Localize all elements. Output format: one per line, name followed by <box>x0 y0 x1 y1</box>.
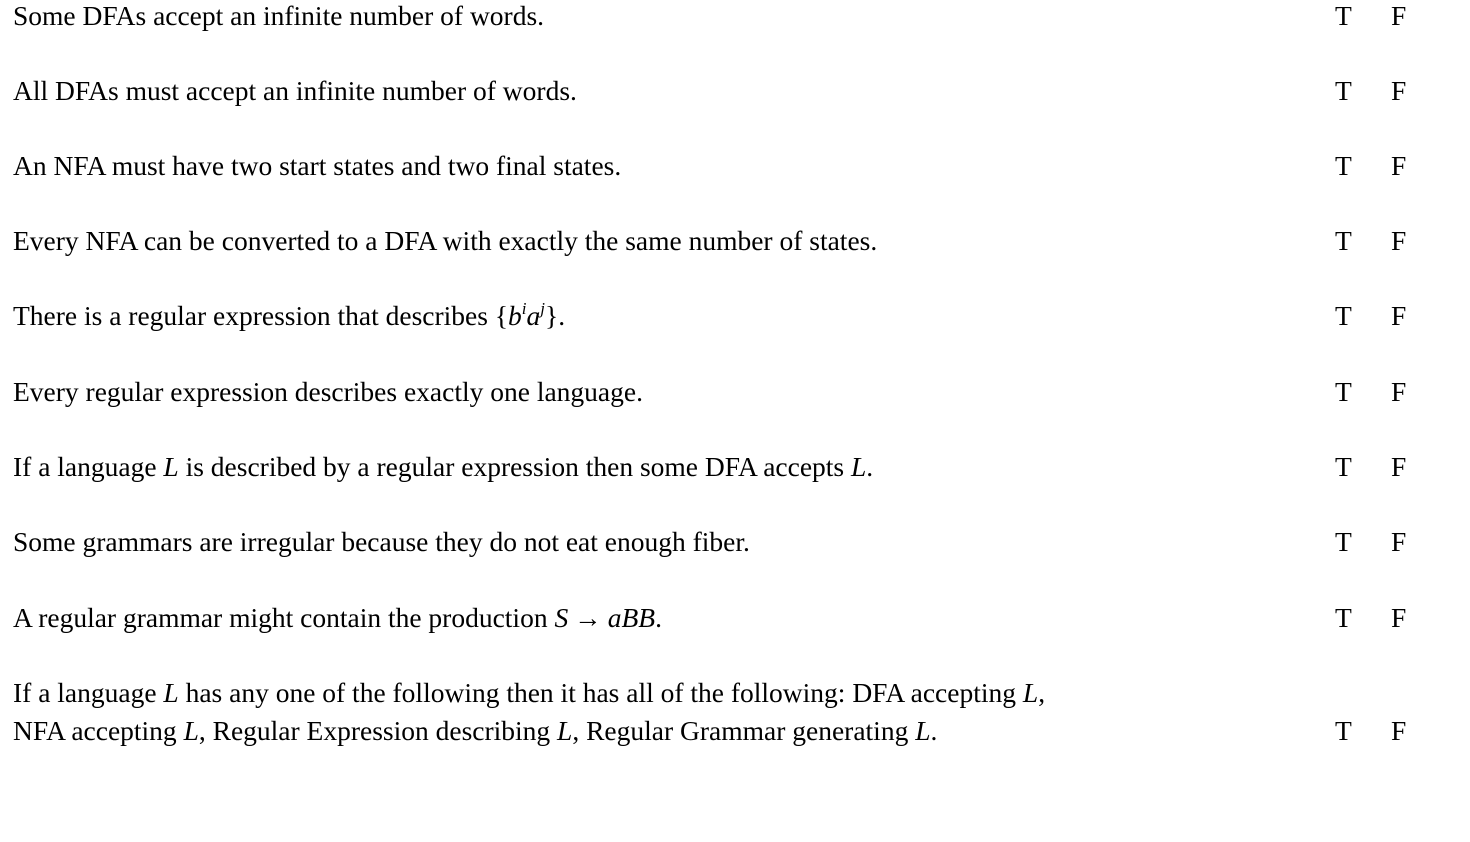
question-8-true-option[interactable]: T <box>1335 526 1352 557</box>
question-2-false-option[interactable]: F <box>1391 75 1407 106</box>
question-9-text <box>13 599 1273 637</box>
question-9-false-option[interactable]: F <box>1391 602 1407 633</box>
question-1-true-option[interactable]: T <box>1335 0 1352 31</box>
question-9-text-before: A regular grammar might contain the production <box>13 602 555 633</box>
question-9-true-option[interactable]: T <box>1335 602 1352 633</box>
question-6-false-option[interactable]: F <box>1391 376 1407 407</box>
question-3-false-option[interactable]: F <box>1391 150 1407 181</box>
question-1-text: Some DFAs accept an infinite number of words. <box>13 0 545 31</box>
question-10-false-option[interactable]: F <box>1391 715 1407 746</box>
question-5-text-after: . <box>558 300 566 331</box>
question-5-text-before: There is a regular expression that describes <box>13 300 495 331</box>
question-10-true-option[interactable]: T <box>1335 715 1352 746</box>
question-4-false-option[interactable]: F <box>1391 225 1407 256</box>
question-10-line-1: If a language L has any one of the following then it has all of the following: DFA accepting L, <box>13 677 1046 708</box>
question-7-true-option[interactable]: T <box>1335 451 1352 482</box>
question-7-text: If a language L is described by a regular expression then some DFA accepts L. <box>13 451 874 482</box>
question-7-false-option[interactable]: F <box>1391 451 1407 482</box>
question-5-text <box>13 297 1273 335</box>
math-expression: $\{b^ia^j\}$ <box>494 299 559 331</box>
question-10-line-2: NFA accepting L, Regular Expression describing L, Regular Grammar generating L. <box>13 715 938 746</box>
question-4-true-option[interactable]: T <box>1335 225 1352 256</box>
question-6-true-option[interactable]: T <box>1335 376 1352 407</box>
question-3-text: An NFA must have two start states and two final states. <box>13 150 622 181</box>
question-1-false-option[interactable]: F <box>1391 0 1407 31</box>
question-9-text-after: . <box>655 602 662 633</box>
question-8-false-option[interactable]: F <box>1391 526 1407 557</box>
question-2-text: All DFAs must accept an infinite number of words. <box>13 75 577 106</box>
math-expression: S → aBB <box>554 602 656 633</box>
question-6-text: Every regular expression describes exactly one language. <box>13 376 643 407</box>
question-2-true-option[interactable]: T <box>1335 75 1352 106</box>
question-5-false-option[interactable]: F <box>1391 300 1407 331</box>
question-10-text <box>13 674 1273 750</box>
question-5-true-option[interactable]: T <box>1335 300 1352 331</box>
question-4-text: Every NFA can be converted to a DFA with exactly the same number of states. <box>13 225 878 256</box>
true-false-quiz <box>13 0 1453 842</box>
question-8-text: Some grammars are irregular because they do not eat enough fiber. <box>13 526 750 557</box>
question-3-true-option[interactable]: T <box>1335 150 1352 181</box>
